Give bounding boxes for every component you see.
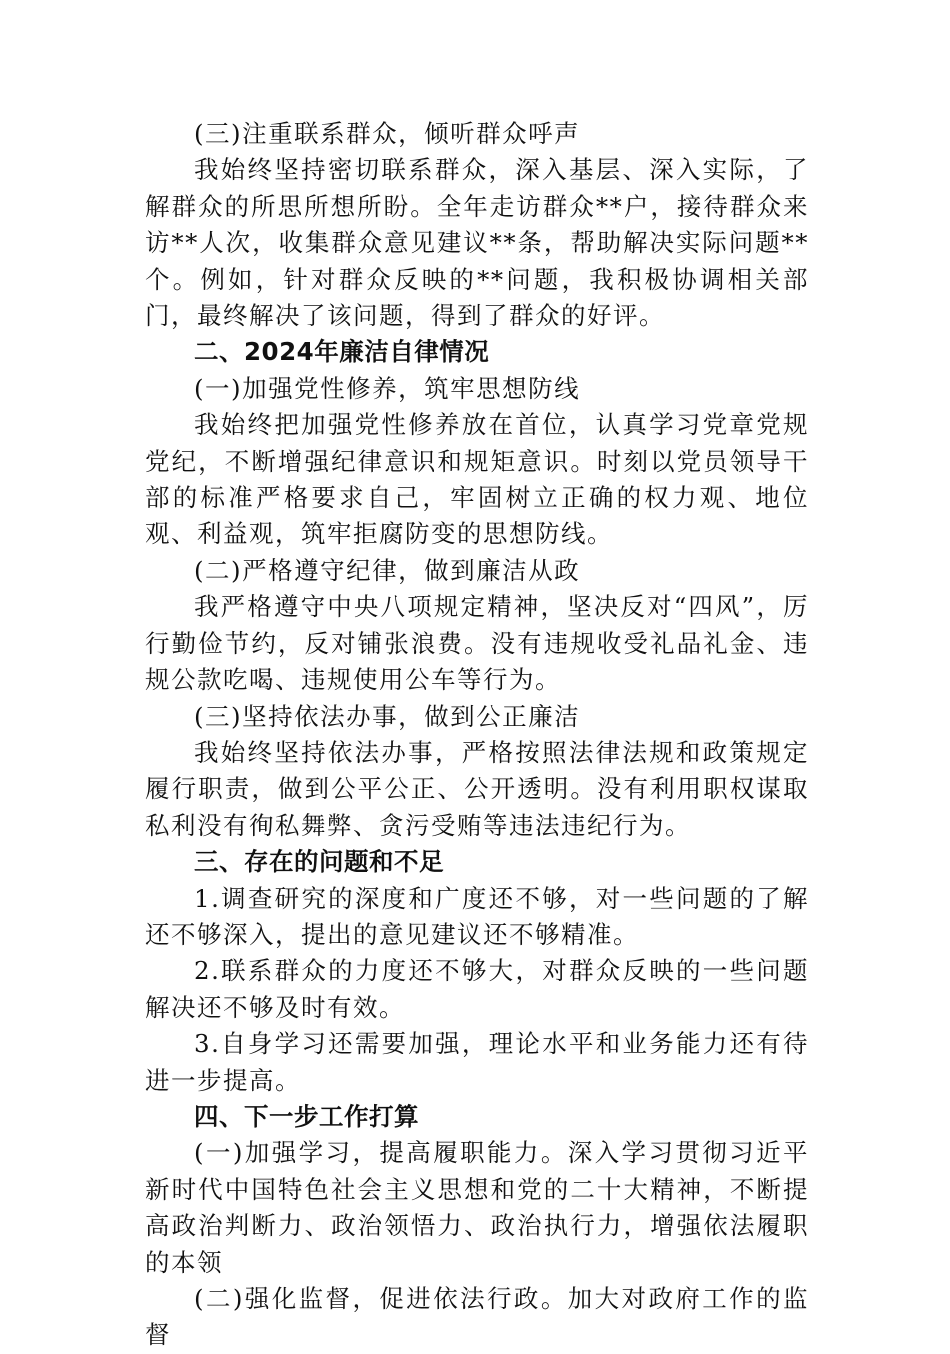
heading-next-steps: 四、下一步工作打算 [194, 1101, 419, 1131]
paragraph-problem-1: 1.调查研究的深度和广度还不够，对一些问题的了解还不够深入，提出的意见建议还不够精准。 [145, 883, 809, 949]
subheading-party-spirit: (一)加强党性修养，筑牢思想防线 [194, 373, 581, 403]
paragraph-next-step-2: (二)强化监督，促进依法行政。加大对政府工作的监督 [145, 1284, 809, 1350]
subheading-discipline: (二)严格遵守纪律，做到廉洁从政 [194, 555, 581, 585]
subheading-contact-masses: (三)注重联系群众，倾听群众呼声 [194, 119, 581, 148]
paragraph-next-step-1: (一)加强学习，提高履职能力。深入学习贯彻习近平新时代中国特色社会主义思想和党的二十大精神，不断提高政治判断力、政治领悟力、政治执行力，增强依法履职的本领 [145, 1138, 809, 1277]
heading-problems: 三、存在的问题和不足 [194, 847, 444, 877]
subheading-rule-of-law: (三)坚持依法办事，做到公正廉洁 [194, 701, 581, 731]
heading-integrity-2024: 二、2024年廉洁自律情况 [194, 337, 490, 367]
paragraph-problem-3: 3.自身学习还需要加强，理论水平和业务能力还有待进一步提高。 [145, 1029, 809, 1095]
paragraph-problem-2: 2.联系群众的力度还不够大，对群众反映的一些问题解决还不够及时有效。 [145, 956, 809, 1022]
paragraph-contact-masses: 我始终坚持密切联系群众，深入基层、深入实际，了解群众的所思所想所盼。全年走访群众**户，接待群众来访**人次，收集群众意见建议**条，帮助解决实际问题**个。例如，针对群众反映的**问题，我积极协调相关部门，最终解决了该问题，得到了群众的好评。 [145, 155, 809, 331]
document-body [145, 116, 809, 1354]
paragraph-party-spirit: 我始终把加强党性修养放在首位，认真学习党章党规党纪，不断增强纪律意识和规矩意识。时刻以党员领导干部的标准严格要求自己，牢固树立正确的权力观、地位观、利益观，筑牢拒腐防变的思想防线。 [145, 410, 809, 549]
paragraph-rule-of-law: 我始终坚持依法办事，严格按照法律法规和政策规定履行职责，做到公平公正、公开透明。没有利用职权谋取私利没有徇私舞弊、贪污受贿等违法违纪行为。 [145, 737, 809, 840]
paragraph-discipline: 我严格遵守中央八项规定精神，坚决反对“四风”，厉行勤俭节约，反对铺张浪费。没有违规收受礼品礼金、违规公款吃喝、违规使用公车等行为。 [145, 592, 809, 695]
